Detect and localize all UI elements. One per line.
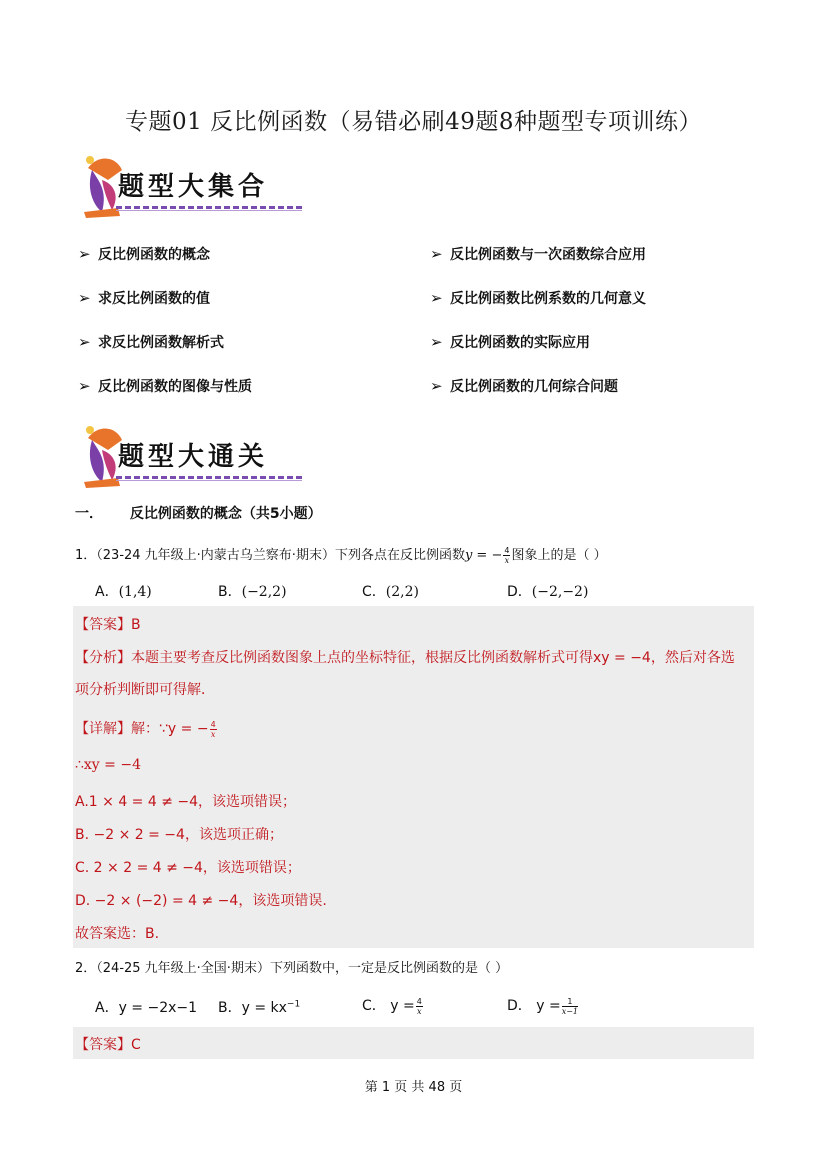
arrow-icon: ➢ (78, 333, 91, 351)
section-title: 反比例函数的概念（共5小题） (129, 506, 322, 522)
detail-line: 【详解】解：∵y = − $\frac{4}{x}$ (75, 719, 216, 739)
option-b: B．(−2,2) (218, 584, 287, 600)
answer-box-q2 (73, 1027, 754, 1059)
section-number: 一． (75, 506, 103, 522)
step-line: ∴xy = −4 (75, 757, 141, 773)
option-a: A．y = −2x−1 (95, 1000, 198, 1016)
arrow-icon: ➢ (430, 333, 443, 351)
arrow-icon: ➢ (430, 289, 443, 307)
type-item: ➢ 反比例函数的几何综合问题 (430, 377, 618, 395)
question-1-stem (75, 544, 607, 565)
option-d: D．(−2,−2) (507, 584, 589, 600)
question-text: 1．（23-24 九年级上·内蒙古乌兰察布·期末）下列各点在反比例函数 (75, 548, 465, 563)
analysis-line-2: 项分析判断即可得解． (75, 682, 215, 698)
arrow-icon: ➢ (430, 377, 443, 395)
step-line: C. 2 × 2 = 4 ≠ −4，该选项错误； (75, 860, 301, 876)
step-line: A.1 × 4 = 4 ≠ −4，该选项错误； (75, 794, 297, 810)
question-2-stem: 2．（24-25 九年级上·全国·期末）下列函数中，一定是反比例函数的是（ ） (75, 961, 509, 976)
answer-box-q1 (73, 606, 754, 948)
answer-label: 【答案】C (75, 1037, 141, 1053)
type-item: ➢ 反比例函数的图像与性质 (78, 377, 252, 395)
step-line: D. −2 × (−2) = 4 ≠ −4，该选项错误. (75, 893, 327, 909)
type-item: ➢ 反比例函数的概念 (78, 245, 210, 263)
type-item: ➢ 反比例函数的实际应用 (430, 333, 590, 351)
function-expression: y = − (464, 548, 503, 563)
page-footer: 第 1 页 共 48 页 (364, 1080, 463, 1095)
type-item: ➢ 求反比例函数的值 (78, 289, 210, 307)
step-line: B. −2 × 2 = −4，该选项正确； (75, 827, 283, 843)
type-item: ➢ 反比例函数与一次函数综合应用 (430, 245, 646, 263)
arrow-icon: ➢ (430, 245, 443, 263)
banner-title: 题型大集合 (118, 172, 269, 202)
banner-type-practice (78, 420, 308, 492)
fraction: $\frac{1}{x-1}$ (561, 996, 579, 1016)
banner-type-collection (78, 150, 308, 222)
analysis-line-1: 【分析】本题主要考查反比例函数图象上点的坐标特征，根据反比例函数解析式可得xy = −4，然后对各选 (75, 650, 735, 666)
type-item: ➢ 求反比例函数解析式 (78, 333, 224, 351)
conclusion-line: 故答案选：B. (75, 926, 160, 942)
section-heading (75, 503, 322, 523)
banner-underline (116, 210, 302, 211)
arrow-icon: ➢ (78, 289, 91, 307)
arrow-icon: ➢ (78, 377, 91, 395)
option-a: A．(1,4) (95, 584, 152, 600)
arrow-icon: ➢ (78, 245, 91, 263)
banner-title: 题型大通关 (118, 442, 269, 472)
option-d: D． y = $\frac{1}{x-1}$ (507, 996, 579, 1016)
option-c: C． y = $\frac{4}{x}$ (362, 996, 422, 1016)
option-b: B．$y = kx^{-1}$ (218, 999, 301, 1016)
question-text: 图象上的是（ ） (511, 548, 607, 563)
banner-underline (116, 480, 302, 481)
option-c: C．(2,2) (362, 584, 419, 600)
answer-label: 【答案】B (75, 617, 141, 633)
fraction: $\frac{4}{x}$ (210, 719, 216, 739)
page-title: 专题01 反比例函数（易错必刷49题8种题型专项训练） (125, 109, 702, 135)
fraction: $\frac{4}{x}$ (504, 546, 510, 565)
fraction: $\frac{4}{x}$ (416, 996, 422, 1016)
type-item: ➢ 反比例函数比例系数的几何意义 (430, 289, 646, 307)
